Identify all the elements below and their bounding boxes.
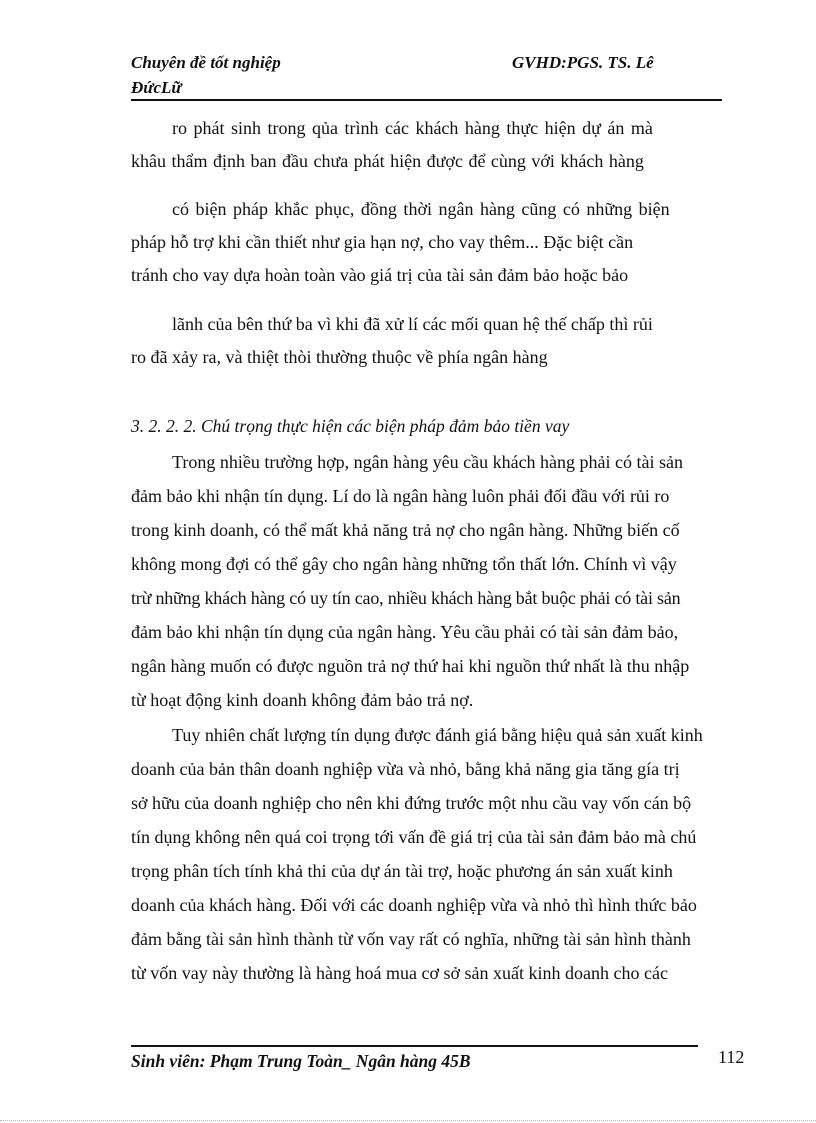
- body-line: doanh của bản thân doanh nghiệp vừa và nhỏ, bằng khả năng gia tăng gía trị: [131, 759, 680, 779]
- body-line: có biện pháp khắc phục, đồng thời ngân hàng cũng có những biện: [172, 199, 670, 219]
- body-line: tránh cho vay dựa hoàn toàn vào giá trị của tài sản đảm bảo hoặc bảo: [131, 265, 629, 285]
- body-line: ngân hàng muốn có được nguồn trả nợ thứ hai khi nguồn thứ nhất là thu nhập: [131, 656, 690, 676]
- body-line: ro đã xảy ra, và thiệt thòi thường thuộc về phía ngân hàng: [131, 347, 548, 367]
- header-advisor-continued: ĐứcLữ: [131, 78, 182, 97]
- body-line: trong kinh doanh, có thể mất khả năng trả nợ cho ngân hàng. Những biến cố: [131, 520, 680, 540]
- body-line: trọng phân tích tính khả thi của dự án tài trợ, hoặc phương án sản xuất kinh: [131, 861, 673, 881]
- body-line: khâu thẩm định ban đầu chưa phát hiện được để cùng với khách hàng: [131, 151, 644, 171]
- body-line: từ vốn vay này thường là hàng hoá mua cơ sở sản xuất kinh doanh cho các: [131, 963, 668, 983]
- body-line: từ hoạt động kinh doanh không đảm bảo trả nợ.: [131, 690, 474, 710]
- page-number: 112: [718, 1047, 745, 1067]
- header-advisor: GVHD:PGS. TS. Lê: [512, 53, 654, 72]
- body-line: ro phát sinh trong qủa trình các khách hàng thực hiện dự án mà: [172, 118, 653, 138]
- body-line: pháp hỗ trợ khi cần thiết như gia hạn nợ, cho vay thêm... Đặc biệt cần: [131, 232, 634, 252]
- body-line: đảm bảo khi nhận tín dụng. Lí do là ngân hàng luôn phải đối đầu với rủi ro: [131, 486, 670, 506]
- header-rule: [131, 99, 722, 101]
- footer-rule: [131, 1045, 698, 1047]
- body-line: đảm bằng tài sản hình thành từ vốn vay rất có nghĩa, những tài sản hình thành: [131, 929, 691, 949]
- body-line: lãnh của bên thứ ba vì khi đã xử lí các mối quan hệ thế chấp thì rủi: [172, 314, 653, 334]
- section-heading: 3. 2. 2. 2. Chú trọng thực hiện các biện pháp đảm bảo tiền vay: [131, 416, 570, 436]
- header-course-title: Chuyên đề tốt nghiệp: [131, 53, 281, 72]
- body-line: trừ những khách hàng có uy tín cao, nhiều khách hàng bắt buộc phải có tài sản: [131, 588, 681, 608]
- body-line: tín dụng không nên quá coi trọng tới vấn đề giá trị của tài sản đảm bảo mà chú: [131, 827, 697, 847]
- body-line: đảm bảo khi nhận tín dụng của ngân hàng. Yêu cầu phải có tài sản đảm bảo,: [131, 622, 679, 642]
- body-line: sở hữu của doanh nghiệp cho nên khi đứng trước một nhu cầu vay vốn cán bộ: [131, 793, 692, 813]
- footer-student: Sinh viên: Phạm Trung Toàn_ Ngân hàng 45B: [131, 1051, 471, 1071]
- page-edge-divider: [0, 1120, 816, 1121]
- body-line: không mong đợi có thể gây cho ngân hàng những tổn thất lớn. Chính vì vậy: [131, 554, 677, 574]
- body-line: Tuy nhiên chất lượng tín dụng được đánh giá bằng hiệu quả sản xuất kinh: [172, 725, 703, 745]
- body-line: Trong nhiều trường hợp, ngân hàng yêu cầu khách hàng phải có tài sản: [172, 452, 684, 472]
- body-line: doanh của khách hàng. Đối với các doanh nghiệp vừa và nhỏ thì hình thức bảo: [131, 895, 697, 915]
